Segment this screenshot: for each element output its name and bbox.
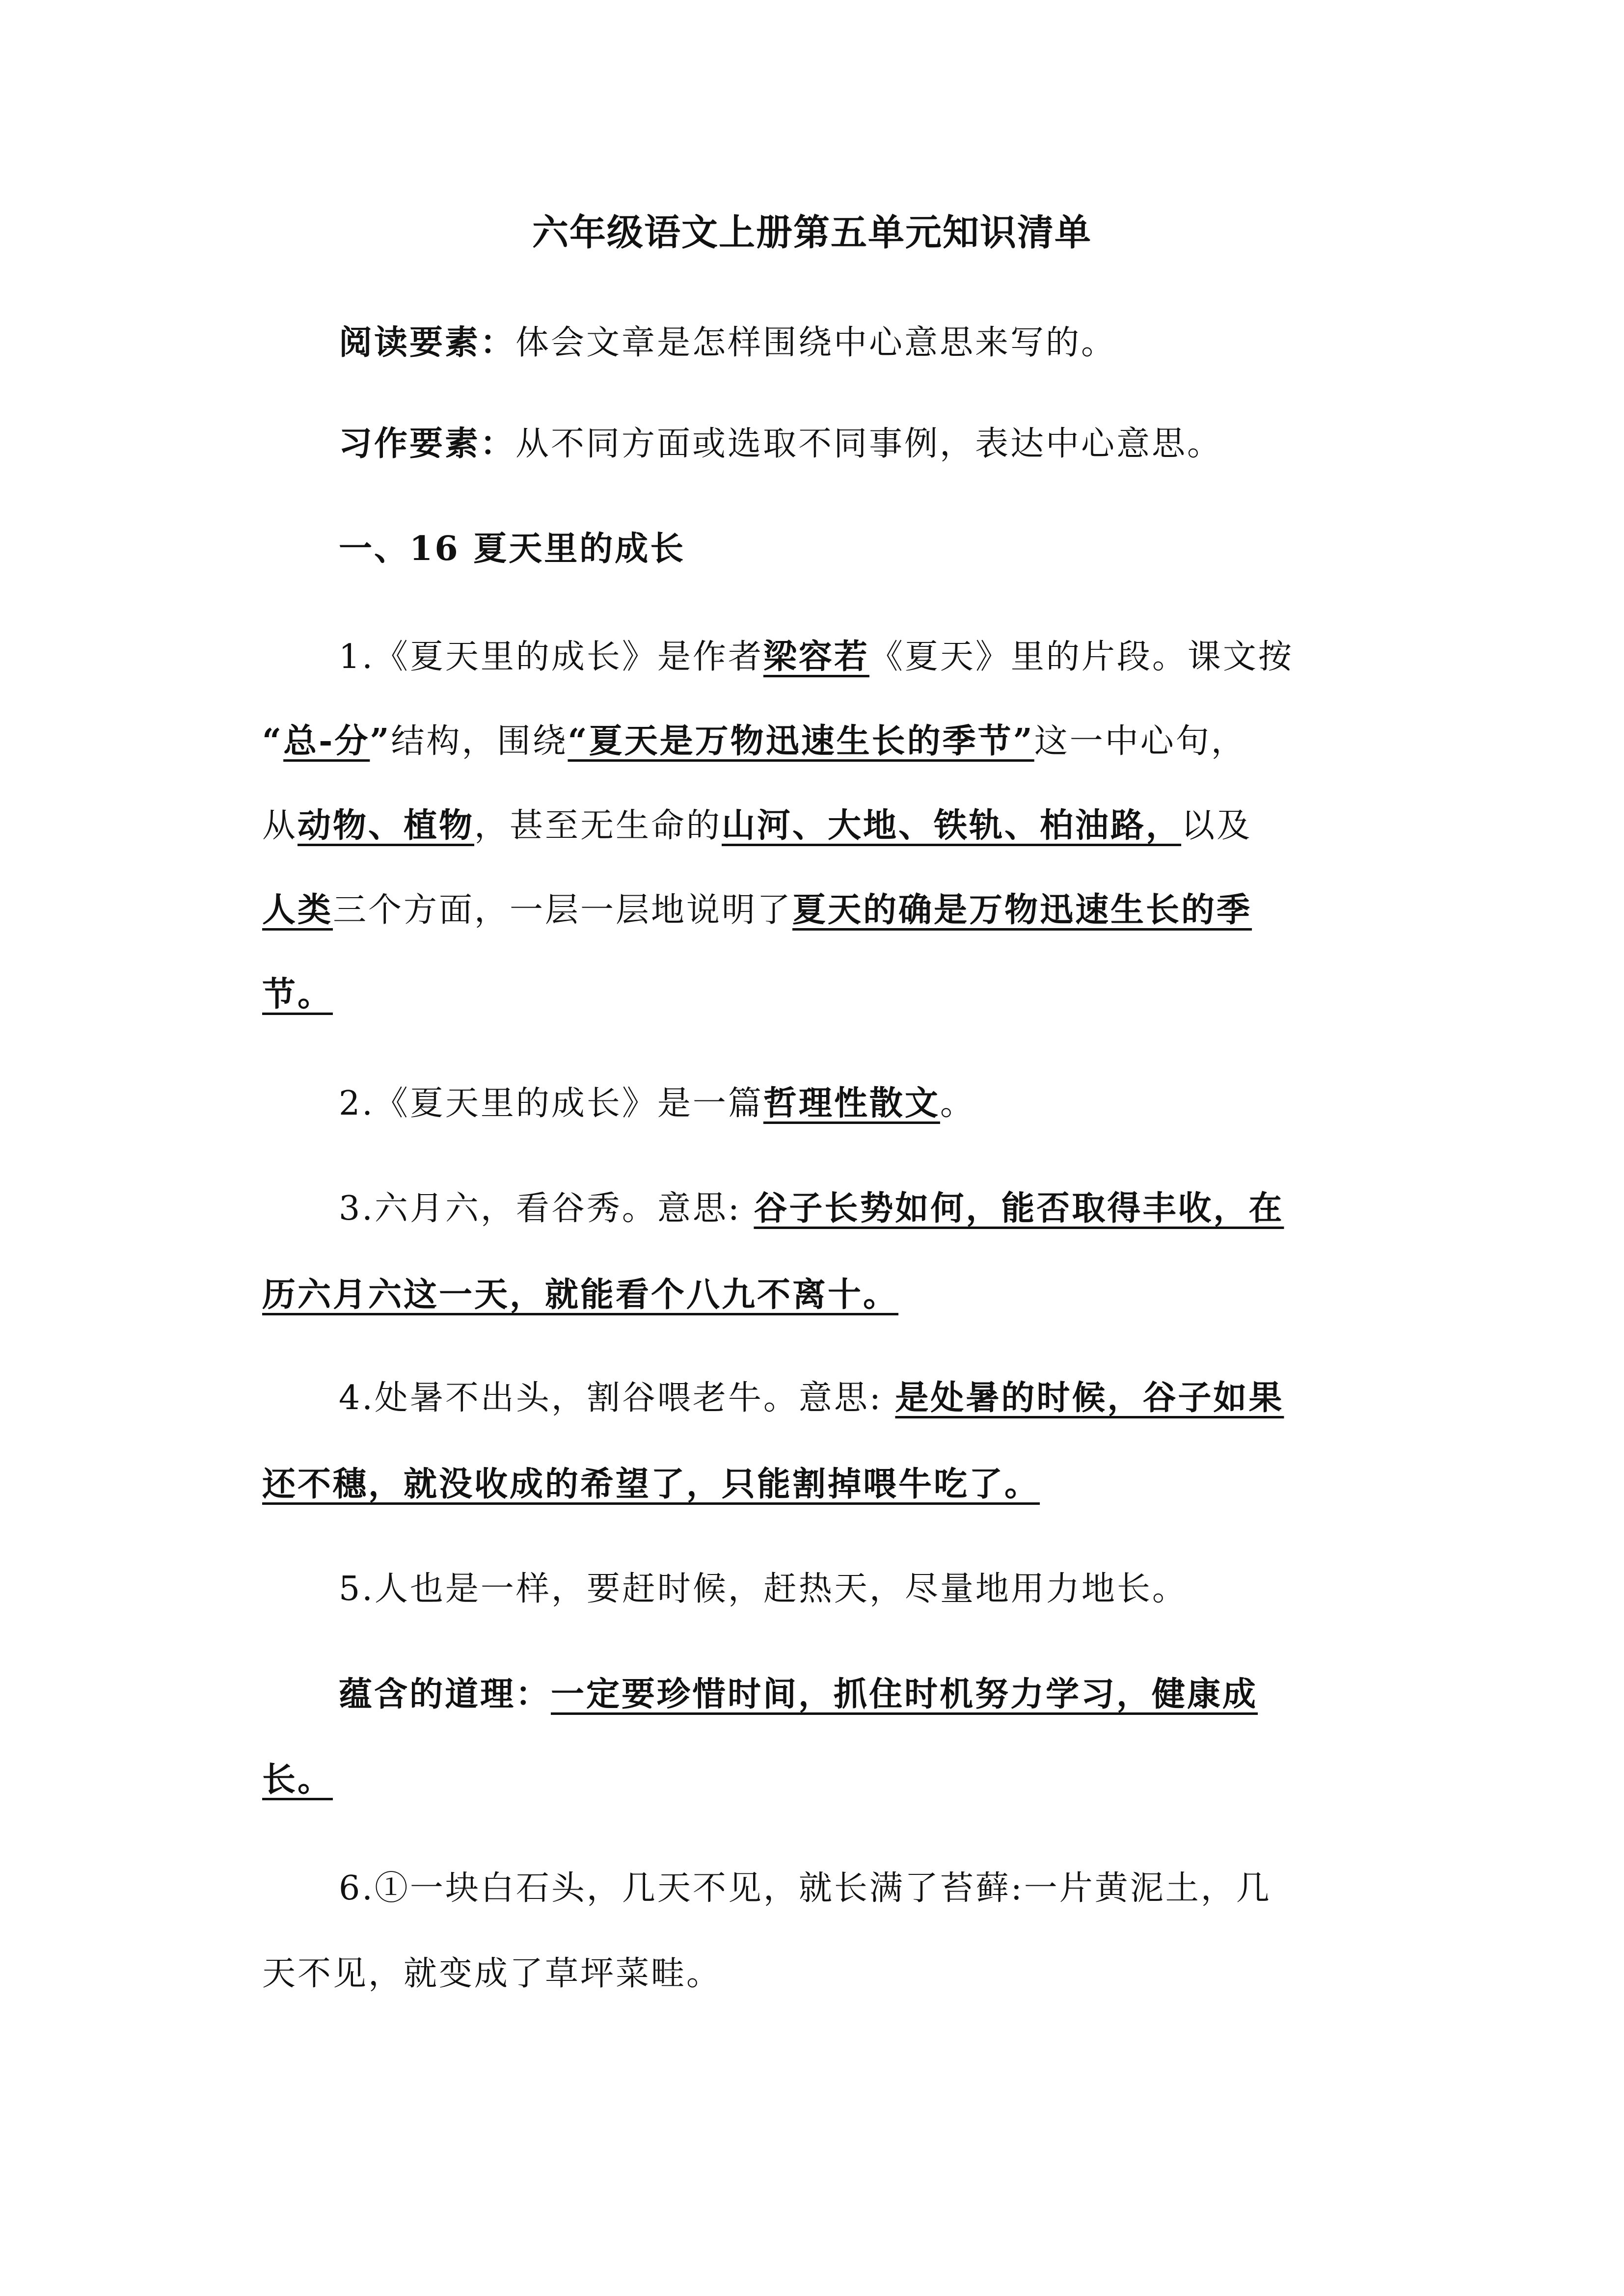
item6-line2: 天不见，就变成了草坪菜畦。: [262, 1954, 722, 1993]
writing-element-label: 习作要素：: [339, 424, 516, 463]
item3-line2: [262, 1271, 1381, 1319]
item1-text: 从: [262, 806, 298, 845]
item1-text: 三个方面，一层一层地说明了: [333, 891, 793, 930]
item2-text: 。: [940, 1084, 975, 1123]
quote-mark: “: [262, 721, 284, 761]
item2-text: 2.《夏天里的成长》是一篇: [339, 1084, 763, 1123]
writing-element-line: [339, 420, 1381, 468]
conclusion: 夏天的确是万物迅速生长的季: [792, 890, 1252, 930]
item1-text: 1.《夏天里的成长》是作者: [339, 638, 763, 676]
item4-meaning: 还不穗，就没收成的希望了，只能割掉喂牛吃了。: [262, 1465, 1040, 1504]
item3-meaning: 谷子长势如何，能否取得丰收，在: [754, 1189, 1284, 1228]
reading-element-line: [339, 319, 1381, 367]
item1-text: ，甚至无生命的: [474, 806, 722, 845]
item3-text: 3.六月六，看谷秀。意思:: [339, 1189, 754, 1228]
item4-meaning: 是处暑的时候，谷子如果: [895, 1378, 1284, 1417]
lesson-text: 一定要珍惜时间，抓住时机努力学习，健康成: [551, 1675, 1258, 1714]
item2-line: [339, 1080, 1381, 1127]
conclusion-end: 节。: [262, 975, 333, 1014]
item4-line1: [339, 1374, 1381, 1422]
item1-line3: [262, 802, 1381, 850]
reading-element-label: 阅读要素：: [339, 323, 516, 362]
section-heading: 一、16 夏天里的成长: [339, 529, 686, 568]
lesson-text: 长。: [262, 1760, 333, 1799]
item4-line2: [262, 1461, 1381, 1508]
lesson-line1: [339, 1671, 1381, 1718]
item3-meaning: 历六月六这一天，就能看个八九不离十。: [262, 1275, 899, 1314]
item1-text: 这一中心句，: [1034, 722, 1246, 761]
lesson-label: 蕴含的道理：: [339, 1675, 551, 1714]
aspect-people: 人类: [262, 890, 333, 930]
item1-text: 结构，围绕: [391, 722, 568, 761]
writing-element-text: 从不同方面或选取不同事例，表达中心意思。: [515, 425, 1223, 463]
item1-line2: [262, 718, 1381, 765]
aspect-nonliving: 山河、大地、铁轨、柏油路，: [722, 806, 1182, 845]
structure-term: 总-分: [283, 721, 370, 761]
item1-text: 以及: [1181, 806, 1252, 845]
item5-line: 5.人也是一样，要赶时候，赶热天，尽量地用力地长。: [339, 1570, 1188, 1608]
reading-element-text: 体会文章是怎样围绕中心意思来写的。: [515, 323, 1117, 362]
item3-line1: [339, 1185, 1381, 1232]
central-sentence: “夏天是万物迅速生长的季节”: [568, 721, 1034, 761]
page-title: 六年级语文上册第五单元知识清单: [532, 212, 1092, 254]
genre-term: 哲理性散文: [763, 1084, 940, 1123]
item4-text: 4.处暑不出头，割谷喂老牛。意思:: [339, 1379, 895, 1417]
lesson-line2: [262, 1756, 1381, 1804]
item1-line5: [262, 971, 1381, 1018]
item1-line1: [339, 633, 1381, 681]
author-name: 梁容若: [763, 637, 869, 676]
item6-line1: 6.①一块白石头，几天不见，就长满了苔藓:一片黄泥土，几: [339, 1869, 1272, 1908]
aspect-animals-plants: 动物、植物: [298, 806, 475, 845]
quote-mark: ”: [370, 721, 391, 761]
item1-line4: [262, 886, 1381, 934]
item1-text: 《夏天》里的片段。课文按: [869, 638, 1294, 676]
